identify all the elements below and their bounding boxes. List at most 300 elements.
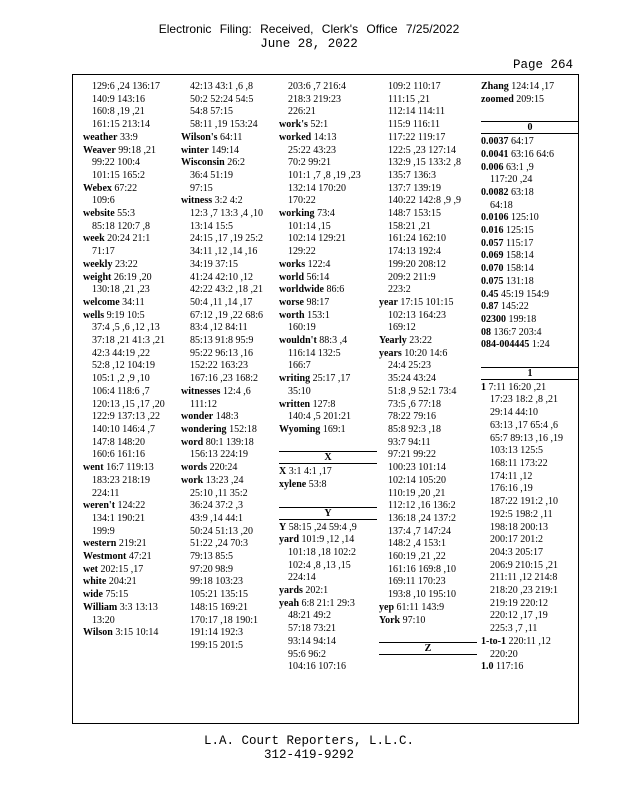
index-word: word <box>181 436 204 448</box>
index-continuation: 219:19 220:12 <box>490 597 549 609</box>
index-entry <box>481 81 579 94</box>
page-line-refs: 158:14 <box>506 263 534 275</box>
index-continuation: 99:22 100:4 <box>92 157 141 169</box>
page-line-refs: 145:22 <box>501 301 529 313</box>
page-line-refs: 86:6 <box>326 284 345 296</box>
index-entry <box>481 276 579 289</box>
index-continuation: 206:9 210:15 ,21 <box>490 559 559 571</box>
index-word: weekly <box>83 258 113 270</box>
index-entry <box>481 238 579 251</box>
index-continuation: 161:15 213:14 <box>92 119 151 131</box>
index-continuation: 101:14 ,15 <box>288 220 331 232</box>
letter-heading: 1 <box>481 367 579 380</box>
index-continuation: 111:12 <box>190 398 218 410</box>
index-continuation: 160:6 161:16 <box>92 449 146 461</box>
page-line-refs: 3:15 10:14 <box>115 627 159 639</box>
index-continuation: 106:4 118:6 ,7 <box>92 385 150 397</box>
page-line-refs: 73:4 <box>317 208 335 220</box>
page-line-refs: 101:9 ,12 ,14 <box>301 534 355 546</box>
index-word: zoomed <box>481 93 514 105</box>
index-continuation: 220:12 ,17 ,19 <box>490 610 548 622</box>
index-continuation: 148:2 ,4 153:1 <box>388 538 447 550</box>
page-line-refs: 125:10 <box>511 212 539 224</box>
index-continuation: 97:21 99:22 <box>388 449 437 461</box>
index-continuation: 42:3 44:19 ,22 <box>92 347 151 359</box>
index-word: 0.87 <box>481 301 499 313</box>
index-continuation: 166:7 <box>288 360 311 372</box>
index-word: 0.069 <box>481 250 504 262</box>
index-word: Wyoming <box>279 423 321 435</box>
page-line-refs: 14:13 <box>313 131 337 143</box>
index-entry <box>83 500 181 513</box>
index-entry <box>83 233 181 246</box>
index-word: Zhang <box>481 81 509 92</box>
index-continuation: 71:17 <box>92 246 115 258</box>
index-continuation: 220:20 <box>490 648 518 660</box>
index-word: 0.0041 <box>481 148 509 160</box>
page-line-refs: 124:22 <box>117 500 146 512</box>
index-entry <box>379 602 477 615</box>
index-entry <box>279 259 377 272</box>
index-entry <box>83 272 181 285</box>
index-entry <box>83 564 181 577</box>
index-continuation: 192:5 198:2 ,11 <box>490 508 553 520</box>
index-entry <box>83 145 181 158</box>
index-continuation: 103:13 125:5 <box>490 445 544 457</box>
index-entry <box>279 598 377 611</box>
index-entry <box>181 145 279 158</box>
index-entry <box>181 157 279 170</box>
index-continuation: 135:7 136:3 <box>388 169 437 181</box>
index-continuation: 57:18 73:21 <box>288 623 337 635</box>
index-word: 0.006 <box>481 161 504 173</box>
index-continuation: 167:16 ,23 168:2 <box>190 373 259 385</box>
index-word: website <box>83 208 115 220</box>
index-word: wide <box>83 589 103 601</box>
index-continuation: 58:11 ,19 153:24 <box>190 119 258 131</box>
index-continuation: 225:3 ,7 ,11 <box>490 623 538 635</box>
index-entry <box>481 136 579 149</box>
index-word: work <box>181 474 204 486</box>
index-word: winter <box>181 144 209 156</box>
index-entry <box>83 462 181 475</box>
index-word: working <box>279 208 315 220</box>
index-entry <box>481 339 579 352</box>
index-continuation: 78:22 79:16 <box>388 411 437 423</box>
index-continuation: 34:19 37:15 <box>190 258 239 270</box>
reporter-phone: 312-419-9292 <box>263 748 354 762</box>
index-word: wells <box>83 309 105 321</box>
index-continuation: 65:7 89:13 ,16 ,19 <box>490 432 564 444</box>
blank-line <box>279 492 377 505</box>
index-continuation: 101:1 ,7 ,8 ,19 ,23 <box>288 169 361 181</box>
page-line-refs: 80:1 139:18 <box>205 436 254 448</box>
index-word: xylene <box>279 479 307 491</box>
index-word: wet <box>83 563 98 575</box>
index-column-5 <box>481 81 579 674</box>
index-entry <box>481 187 579 200</box>
index-continuation: 85:13 91:8 95:9 <box>190 335 254 347</box>
index-entry <box>83 183 181 196</box>
index-continuation: 147:8 148:20 <box>92 436 146 448</box>
index-continuation: 115:9 116:11 <box>388 119 440 131</box>
index-continuation: 116:14 132:5 <box>288 347 341 359</box>
page-line-refs: 47:21 <box>128 551 152 563</box>
index-word: 1.0 <box>481 661 494 673</box>
index-word: 08 <box>481 326 491 338</box>
page-line-refs: 3:2 4:2 <box>214 195 243 207</box>
index-word: Wilson's <box>181 131 218 143</box>
index-column-1 <box>83 81 181 640</box>
index-continuation: 83:4 ,12 84:11 <box>190 322 248 334</box>
index-entry <box>379 615 477 628</box>
page-line-refs: 99:18 ,21 <box>118 144 157 156</box>
page-line-refs: 3:3 13:13 <box>119 601 158 613</box>
index-continuation: 111:15 ,21 <box>388 93 431 105</box>
index-word: went <box>83 462 104 474</box>
index-word: 084-004445 <box>481 339 530 351</box>
index-entry <box>279 522 377 535</box>
index-continuation: 34:11 ,12 ,14 ,16 <box>190 246 258 258</box>
index-continuation: 102:4 ,8 ,13 ,15 <box>288 559 351 571</box>
page-number: Page 264 <box>512 58 573 72</box>
index-continuation: 174:13 192:4 <box>388 246 442 258</box>
index-word: Wisconsin <box>181 157 225 169</box>
index-entry <box>379 335 477 348</box>
index-continuation: 223:2 <box>388 284 411 296</box>
index-word: western <box>83 538 117 550</box>
index-continuation: 109:6 <box>92 195 115 207</box>
index-continuation: 52:8 ,12 104:19 <box>92 360 156 372</box>
index-continuation: 43:9 ,14 44:1 <box>190 512 244 524</box>
index-entry <box>181 462 279 475</box>
page-line-refs: 53:8 <box>308 479 327 491</box>
letter-heading: Z <box>379 642 477 655</box>
index-continuation: 85:8 92:3 ,18 <box>388 423 442 435</box>
index-continuation: 140:10 146:4 ,7 <box>92 423 156 435</box>
page-line-refs: 34:11 <box>122 296 145 308</box>
page-line-refs: 136:7 203:4 <box>493 326 542 338</box>
index-continuation: 112:12 ,16 136:2 <box>388 500 456 512</box>
index-word: 0.057 <box>481 237 504 249</box>
index-continuation: 169:11 170:23 <box>388 576 446 588</box>
blank-line <box>379 627 477 640</box>
index-entry <box>481 250 579 263</box>
index-continuation: 209:2 211:9 <box>388 271 436 283</box>
page-line-refs: 125:15 <box>506 225 534 237</box>
page-line-refs: 61:11 143:9 <box>396 601 445 613</box>
index-continuation: 104:16 107:16 <box>288 661 347 673</box>
index-continuation: 140:4 ,5 201:21 <box>288 411 352 423</box>
index-word: yeah <box>279 597 299 609</box>
index-continuation: 97:20 98:9 <box>190 563 234 575</box>
index-continuation: 211:11 ,12 214:8 <box>490 572 558 584</box>
index-continuation: 200:17 201:2 <box>490 534 544 546</box>
letter-heading: X <box>279 451 377 464</box>
index-word: worldwide <box>279 284 324 296</box>
index-entry <box>481 327 579 340</box>
index-continuation: 168:11 173:22 <box>490 457 548 469</box>
index-continuation: 132:14 170:20 <box>288 182 347 194</box>
index-entry <box>481 636 579 649</box>
page-line-refs: 158:14 <box>506 250 534 262</box>
page-line-refs: 58:15 ,24 59:4 ,9 <box>288 521 357 533</box>
filing-stamp-header: Electronic Filing: Received, Clerk's Office 7/25/2022 <box>158 22 460 36</box>
index-continuation: 148:7 153:15 <box>388 208 442 220</box>
index-word: written <box>279 398 311 410</box>
index-entry <box>83 297 181 310</box>
index-continuation: 187:22 191:2 ,10 <box>490 496 559 508</box>
index-entry <box>83 576 181 589</box>
index-continuation: 102:14 105:20 <box>388 474 447 486</box>
index-continuation: 93:7 94:11 <box>388 436 431 448</box>
index-continuation: 183:23 218:19 <box>92 474 151 486</box>
index-continuation: 170:22 <box>288 195 316 207</box>
index-word: yep <box>379 601 394 613</box>
index-continuation: 148:15 169:21 <box>190 601 249 613</box>
index-continuation: 224:14 <box>288 572 316 584</box>
page-line-refs: 10:20 14:6 <box>404 347 448 359</box>
index-continuation: 42:13 43:1 ,6 ,8 <box>190 81 254 92</box>
page-line-refs: 98:17 <box>306 296 330 308</box>
index-continuation: 79:13 85:5 <box>190 551 234 563</box>
index-word: Y <box>279 521 287 533</box>
index-word: Webex <box>83 182 112 194</box>
index-continuation: 102:13 164:23 <box>388 309 447 321</box>
page-line-refs: 75:15 <box>105 589 129 601</box>
index-continuation: 37:18 ,21 41:3 ,21 <box>92 335 166 347</box>
index-entry <box>481 382 579 395</box>
index-entry <box>481 94 579 107</box>
index-continuation: 50:4 ,11 ,14 ,17 <box>190 296 253 308</box>
index-entry <box>83 627 181 640</box>
index-continuation: 25:22 43:23 <box>288 144 337 156</box>
index-entry <box>481 289 579 302</box>
index-continuation: 50:2 52:24 54:5 <box>190 93 254 105</box>
index-continuation: 42:22 43:2 ,18 ,21 <box>190 284 264 296</box>
index-entry <box>379 297 477 310</box>
index-continuation: 199:15 201:5 <box>190 639 244 651</box>
page-line-refs: 12:4 ,6 <box>222 385 251 397</box>
page-line-refs: 25:17 ,17 <box>312 373 351 385</box>
index-continuation: 136:18 ,24 137:2 <box>388 512 457 524</box>
page-line-refs: 97:10 <box>402 614 426 626</box>
index-word: 0.070 <box>481 263 504 275</box>
index-continuation: 193:8 ,10 195:10 <box>388 589 457 601</box>
index-word: yard <box>279 534 299 546</box>
index-continuation: 199:20 208:12 <box>388 258 447 270</box>
index-continuation: 63:13 ,17 65:4 ,6 <box>490 419 559 431</box>
page-line-refs: 52:1 <box>310 119 329 131</box>
page-line-refs: 153:1 <box>307 309 330 321</box>
index-continuation: 169:12 <box>388 322 416 334</box>
index-continuation: 191:14 192:3 <box>190 627 244 639</box>
index-entry <box>279 373 377 386</box>
index-continuation: 50:24 51:13 ,20 <box>190 525 254 537</box>
page-line-refs: 23:22 <box>114 258 138 270</box>
index-entry <box>379 348 477 361</box>
index-word: witness <box>181 195 213 207</box>
index-entry <box>83 132 181 145</box>
index-continuation: 48:21 49:2 <box>288 610 332 622</box>
page-line-refs: 17:15 101:15 <box>400 296 454 308</box>
index-continuation: 152:22 163:23 <box>190 360 249 372</box>
index-continuation: 203:6 ,7 216:4 <box>288 81 347 92</box>
index-continuation: 35:24 43:24 <box>388 373 437 385</box>
page-line-refs: 26:19 ,20 <box>113 271 152 283</box>
index-entry <box>181 424 279 437</box>
index-continuation: 93:14 94:14 <box>288 635 337 647</box>
blank-line <box>481 106 579 119</box>
hearing-date: June 28, 2022 <box>260 37 358 51</box>
index-continuation: 218:3 219:23 <box>288 93 342 105</box>
index-word: York <box>379 614 401 626</box>
index-continuation: 117:20 ,24 <box>490 174 533 186</box>
index-continuation: 117:22 119:17 <box>388 131 446 143</box>
index-word: Weaver <box>83 144 116 156</box>
index-continuation: 140:22 142:8 ,9 ,9 <box>388 195 462 207</box>
index-continuation: 36:24 37:2 ,3 <box>190 500 244 512</box>
index-entry <box>279 534 377 547</box>
page-line-refs: 131:18 <box>506 275 534 287</box>
index-continuation: 122:5 ,23 127:14 <box>388 144 457 156</box>
index-word: yards <box>279 585 303 597</box>
page-line-refs: 202:15 ,17 <box>100 563 144 575</box>
index-continuation: 130:18 ,21 ,23 <box>92 284 150 296</box>
index-continuation: 176:16 ,19 <box>490 483 533 495</box>
index-entry <box>481 301 579 314</box>
index-continuation: 102:14 129:21 <box>288 233 347 245</box>
index-word: worth <box>279 309 305 321</box>
index-continuation: 132:9 ,15 133:2 ,8 <box>388 157 462 169</box>
index-entry <box>279 585 377 598</box>
index-continuation: 35:10 <box>288 385 311 397</box>
index-word: wonder <box>181 411 214 423</box>
index-word: Wilson <box>83 627 113 639</box>
page-line-refs: 3:1 4:1 ,17 <box>288 466 332 478</box>
index-word: witnesses <box>181 385 221 397</box>
page-line-refs: 204:21 <box>108 576 137 588</box>
index-word: Yearly <box>379 335 407 347</box>
index-entry <box>481 225 579 238</box>
index-entry <box>83 538 181 551</box>
page-line-refs: 149:14 <box>211 144 240 156</box>
index-continuation: 160:19 <box>288 322 316 334</box>
index-continuation: 51:22 ,24 70:3 <box>190 538 249 550</box>
index-continuation: 13:20 <box>92 614 115 626</box>
index-entry <box>83 602 181 615</box>
index-column-4 <box>379 81 477 657</box>
page-line-refs: 220:11 ,12 <box>508 635 551 647</box>
index-entry <box>279 119 377 132</box>
index-continuation: 120:13 ,15 ,17 ,20 <box>92 398 165 410</box>
page-line-refs: 20:24 21:1 <box>107 233 151 245</box>
index-continuation: 70:2 99:21 <box>288 157 332 169</box>
index-word: 0.0106 <box>481 212 509 224</box>
index-continuation: 100:23 101:14 <box>388 462 447 474</box>
index-word: world <box>279 271 304 283</box>
index-entry <box>279 424 377 437</box>
page-line-refs: 7:11 16:20 ,21 <box>488 381 547 393</box>
index-continuation: 174:11 ,12 <box>490 470 533 482</box>
page-line-refs: 9:19 10:5 <box>106 309 145 321</box>
letter-heading: Y <box>279 507 377 520</box>
index-word: weight <box>83 271 112 283</box>
index-continuation: 73:5 ,6 77:18 <box>388 398 442 410</box>
reporter-name: L.A. Court Reporters, L.L.C. <box>203 734 415 748</box>
index-word: welcome <box>83 296 120 308</box>
index-continuation: 137:4 ,7 147:24 <box>388 525 452 537</box>
index-word: words <box>181 462 208 474</box>
index-continuation: 137:7 139:19 <box>388 182 442 194</box>
page-line-refs: 88:3 ,4 <box>319 335 348 347</box>
index-word: works <box>279 258 306 270</box>
index-continuation: 105:1 ,2 ,9 ,10 <box>92 373 150 385</box>
index-continuation: 101:18 ,18 102:2 <box>288 546 357 558</box>
index-entry <box>481 314 579 327</box>
index-word: William <box>83 601 118 613</box>
index-continuation: 12:3 ,7 13:3 ,4 ,10 <box>190 208 264 220</box>
index-word: Westmont <box>83 551 127 563</box>
index-word: 1-to-1 <box>481 635 506 647</box>
index-continuation: 37:4 ,5 ,6 ,12 ,13 <box>92 322 160 334</box>
index-entry <box>181 475 279 488</box>
index-word: year <box>379 296 398 308</box>
index-word: 0.45 <box>481 288 499 300</box>
index-word: 0.0037 <box>481 136 509 148</box>
index-entry <box>279 272 377 285</box>
index-continuation: 95:22 96:13 ,16 <box>190 347 254 359</box>
index-continuation: 226:21 <box>288 106 316 118</box>
index-entry <box>83 589 181 602</box>
index-word: 0.0082 <box>481 186 509 198</box>
page-line-refs: 23:22 <box>409 335 433 347</box>
page-line-refs: 64:11 <box>220 131 243 143</box>
index-word: weren't <box>83 500 116 512</box>
index-continuation: 54:8 57:15 <box>190 106 234 118</box>
index-entry <box>279 310 377 323</box>
page-line-refs: 13:23 ,24 <box>205 474 244 486</box>
page-line-refs: 55:3 <box>117 208 135 220</box>
page-line-refs: 169:1 <box>322 423 346 435</box>
index-continuation: 170:17 ,18 190:1 <box>190 614 259 626</box>
index-word: wouldn't <box>279 335 317 347</box>
index-continuation: 218:20 ,23 219:1 <box>490 585 559 597</box>
index-continuation: 24:15 ,17 ,19 25:2 <box>190 233 264 245</box>
page-line-refs: 209:15 <box>516 93 545 105</box>
index-continuation: 122:9 137:13 ,22 <box>92 411 161 423</box>
index-continuation: 161:16 169:8 ,10 <box>388 563 457 575</box>
page-line-refs: 220:24 <box>209 462 238 474</box>
index-continuation: 199:9 <box>92 525 115 537</box>
page-line-refs: 67:22 <box>114 182 138 194</box>
index-entry <box>481 162 579 175</box>
index-word: years <box>379 347 402 359</box>
page-line-refs: 127:8 <box>312 398 336 410</box>
index-continuation: 112:14 114:11 <box>388 106 445 118</box>
page-line-refs: 64:17 <box>511 136 534 148</box>
page-line-refs: 124:14 ,17 <box>511 81 555 92</box>
index-word: 0.016 <box>481 225 504 237</box>
index-entry <box>481 263 579 276</box>
index-continuation: 105:21 135:15 <box>190 589 249 601</box>
index-continuation: 41:24 42:10 ,12 <box>190 271 254 283</box>
index-continuation: 129:6 ,24 136:17 <box>92 81 161 92</box>
page-line-refs: 26:2 <box>227 157 246 169</box>
index-entry <box>83 208 181 221</box>
blank-line <box>481 352 579 365</box>
index-table <box>72 74 579 724</box>
